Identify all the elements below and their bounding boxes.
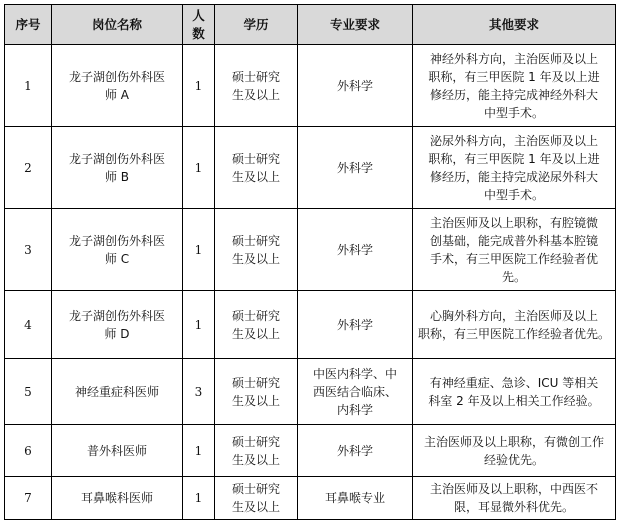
cell-index: 2	[5, 127, 52, 209]
cell-count: 1	[183, 291, 215, 359]
cell-major-line: 耳鼻喉专业	[324, 491, 385, 505]
table-row	[5, 209, 616, 291]
cell-position-line: 师 C	[104, 251, 130, 266]
header-other: 其他要求	[413, 5, 616, 45]
cell-other-line: 中型手术。	[483, 187, 544, 202]
cell-other-line: 科室 2 年及以上相关工作经验。	[428, 393, 600, 408]
cell-other	[413, 425, 616, 477]
cell-count: 1	[183, 425, 215, 477]
cell-major	[298, 209, 413, 291]
header-row	[5, 5, 616, 45]
cell-education-line: 生及以上	[231, 251, 280, 266]
cell-position-line: 普外科医师	[86, 443, 147, 458]
cell-other-line: 职称，有三甲医院工作经验者优先。	[417, 326, 610, 341]
cell-education-line: 生及以上	[231, 393, 280, 408]
table-row	[5, 477, 616, 520]
cell-major-line: 外科学	[336, 443, 373, 458]
header-index: 序号	[5, 5, 52, 45]
cell-other-line: 职称，有三甲医院 1 年及以上进	[428, 151, 600, 166]
cell-other-line: 手术，有三甲医院工作经验者优	[429, 251, 598, 266]
cell-other-line: 限，耳显微外科优先。	[453, 500, 574, 514]
cell-education	[215, 291, 298, 359]
cell-major-line: 外科学	[336, 78, 373, 93]
cell-education-line: 硕士研究	[231, 308, 280, 323]
cell-major-line: 内科学	[336, 402, 373, 417]
cell-education-line: 生及以上	[231, 87, 280, 102]
cell-education-line: 生及以上	[231, 500, 280, 514]
header-count-line2: 数	[192, 25, 205, 41]
recruitment-table	[4, 4, 616, 520]
cell-position-line: 神经重症科医师	[74, 384, 159, 399]
cell-other-line: 主治医师及以上职称，有腔镜微	[429, 215, 598, 230]
cell-count: 1	[183, 209, 215, 291]
cell-major-line: 中医内科学、中	[312, 366, 397, 381]
cell-major	[298, 127, 413, 209]
cell-position-line: 耳鼻喉科医师	[80, 491, 153, 505]
cell-position-line: 师 A	[104, 87, 129, 102]
cell-major	[298, 291, 413, 359]
cell-other-line: 职称，有三甲医院 1 年及以上进	[428, 69, 600, 84]
cell-education-line: 硕士研究	[231, 482, 280, 496]
table-row	[5, 359, 616, 425]
cell-education	[215, 477, 298, 520]
cell-other-line: 泌尿外科方向，主治医师及以上	[429, 133, 598, 148]
cell-position	[52, 291, 183, 359]
cell-education-line: 硕士研究	[231, 69, 280, 84]
cell-other	[413, 45, 616, 127]
cell-other-line: 神经外科方向，主治医师及以上	[429, 51, 598, 66]
cell-other	[413, 291, 616, 359]
cell-position	[52, 209, 183, 291]
cell-other	[413, 477, 616, 520]
cell-major	[298, 425, 413, 477]
cell-index: 3	[5, 209, 52, 291]
cell-education	[215, 127, 298, 209]
table-row	[5, 425, 616, 477]
cell-index: 5	[5, 359, 52, 425]
header-education: 学历	[215, 5, 298, 45]
cell-other-line: 修经历，能主持完成神经外科大	[429, 87, 598, 102]
cell-major	[298, 359, 413, 425]
cell-education-line: 生及以上	[231, 326, 280, 341]
cell-count: 3	[183, 359, 215, 425]
cell-count: 1	[183, 45, 215, 127]
cell-other-line: 创基础，能完成普外科基本腔镜	[429, 233, 598, 248]
cell-other	[413, 209, 616, 291]
cell-count: 1	[183, 127, 215, 209]
table-row	[5, 45, 616, 127]
cell-education	[215, 45, 298, 127]
cell-position-line: 龙子湖创伤外科医	[68, 151, 165, 166]
cell-position	[52, 359, 183, 425]
cell-other-line: 主治医师及以上职称，中西医不	[429, 482, 598, 496]
header-count-line1: 人	[192, 7, 205, 23]
cell-position-line: 龙子湖创伤外科医	[68, 308, 165, 323]
cell-major-line: 西医结合临床、	[312, 384, 397, 399]
cell-education-line: 硕士研究	[231, 233, 280, 248]
cell-other-line: 先。	[501, 269, 526, 284]
cell-index: 7	[5, 477, 52, 520]
cell-other-line: 有神经重症、急诊、ICU 等相关	[429, 375, 599, 390]
header-major: 专业要求	[298, 5, 413, 45]
cell-education	[215, 209, 298, 291]
cell-position	[52, 477, 183, 520]
cell-other-line: 经验优先。	[483, 452, 544, 467]
cell-index: 1	[5, 45, 52, 127]
cell-other-line: 主治医师及以上职称，有微创工作	[423, 434, 604, 449]
cell-major	[298, 45, 413, 127]
cell-index: 6	[5, 425, 52, 477]
cell-position-line: 师 D	[104, 326, 130, 341]
cell-major-line: 外科学	[336, 317, 373, 332]
cell-other	[413, 359, 616, 425]
cell-education-line: 生及以上	[231, 169, 280, 184]
cell-index: 4	[5, 291, 52, 359]
cell-position-line: 龙子湖创伤外科医	[68, 69, 165, 84]
cell-other-line: 心胸外科方向，主治医师及以上	[429, 308, 598, 323]
cell-other-line: 中型手术。	[483, 105, 544, 120]
cell-position-line: 师 B	[104, 169, 130, 184]
cell-education	[215, 425, 298, 477]
cell-count: 1	[183, 477, 215, 520]
header-count	[183, 5, 215, 45]
cell-position-line: 龙子湖创伤外科医	[68, 233, 165, 248]
cell-position	[52, 425, 183, 477]
table-row	[5, 127, 616, 209]
table-row	[5, 291, 616, 359]
cell-education-line: 硕士研究	[231, 434, 280, 449]
cell-education-line: 硕士研究	[231, 151, 280, 166]
cell-other-line: 修经历，能主持完成泌尿外科大	[429, 169, 598, 184]
cell-education	[215, 359, 298, 425]
cell-education-line: 生及以上	[231, 452, 280, 467]
cell-major	[298, 477, 413, 520]
cell-education-line: 硕士研究	[231, 375, 280, 390]
cell-major-line: 外科学	[336, 242, 373, 257]
cell-other	[413, 127, 616, 209]
cell-position	[52, 127, 183, 209]
header-position: 岗位名称	[52, 5, 183, 45]
cell-major-line: 外科学	[336, 160, 373, 175]
cell-position	[52, 45, 183, 127]
